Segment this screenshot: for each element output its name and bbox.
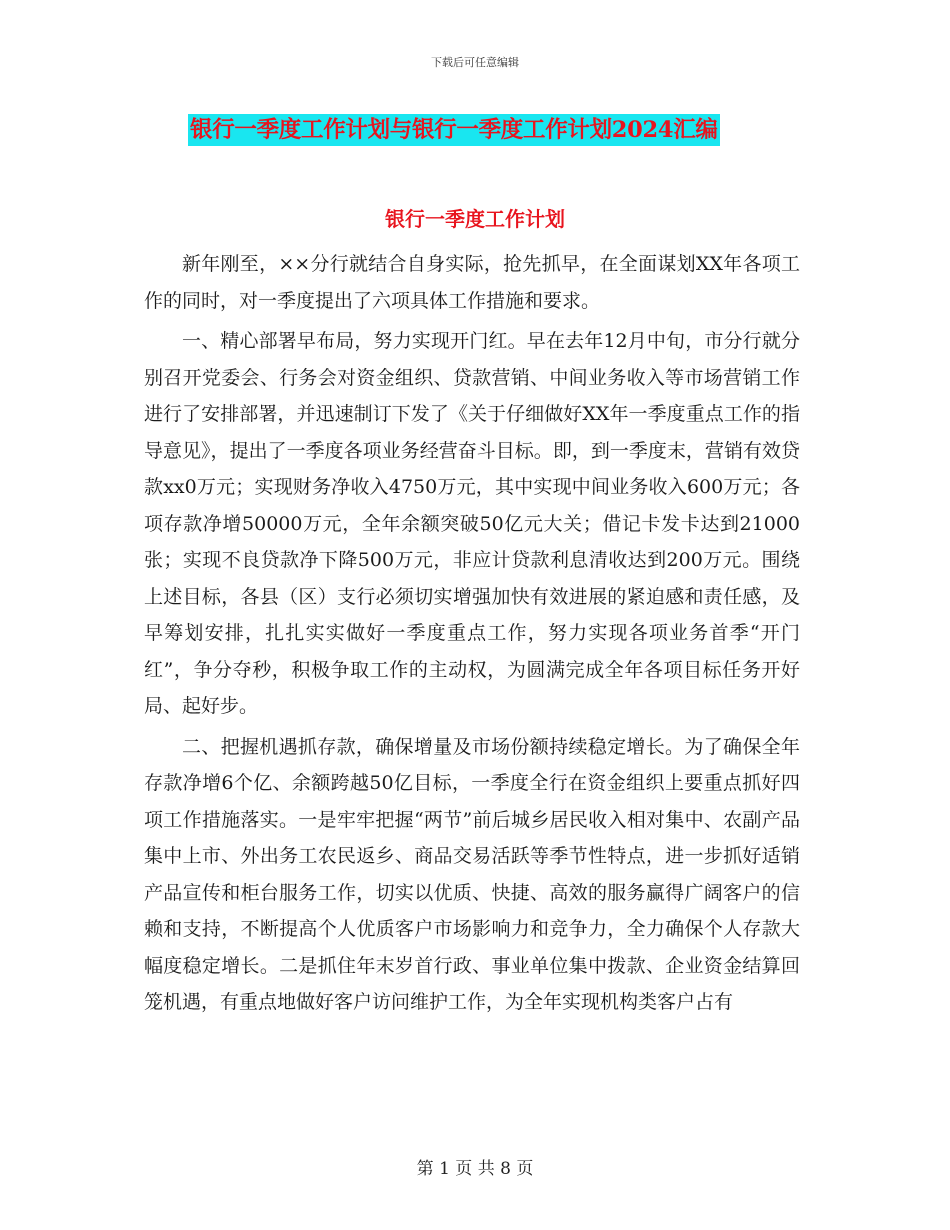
paragraph: 一、精心部署早布局，努力实现开门红。早在去年12月中旬，市分行就分别召开党委会、行务会对资金组织、贷款营销、中间业务收入等市场营销工作进行了安排部署，并迅速制订下发了《关于仔细做好XX年一季度重点工作的指导意见》，提出了一季度各项业务经营奋斗目标。即，到一季度末，营销有效贷款xx0万元；实现财务净收入4750万元，其中实现中间业务收入600万元；各项存款净增50000万元，全年余额突破50亿元大关；借记卡发卡达到21000张；实现不良贷款净下降500万元，非应计贷款利息清收达到200万元。围绕上述目标，各县（区）支行必须切实增强加快有效进展的紧迫感和责任感，及早筹划安排，扎扎实实做好一季度重点工作，努力实现各项业务首季“开门红”，争分夺秒，积极争取工作的主动权，为圆满完成全年各项目标任务开好局、起好步。	[144, 330, 800, 717]
document-body	[144, 246, 800, 1025]
page-header-note: 下载后可任意编辑	[431, 56, 519, 69]
main-title: 银行一季度工作计划与银行一季度工作计划2024汇编	[188, 114, 720, 146]
paragraph: 新年刚至，××分行就结合自身实际，抢先抓早，在全面谋划XX年各项工作的同时，对一季度提出了六项具体工作措施和要求。	[144, 253, 800, 312]
main-title-container	[188, 114, 720, 146]
section-title: 银行一季度工作计划	[385, 207, 565, 231]
page-number-footer: 第 1 页 共 8 页	[416, 1159, 534, 1179]
paragraph: 二、把握机遇抓存款，确保增量及市场份额持续稳定增长。为了确保全年存款净增6个亿、余额跨越50亿目标，一季度全行在资金组织上要重点抓好四项工作措施落实。一是牢牢把握“两节”前后城乡居民收入相对集中、农副产品集中上市、外出务工农民返乡、商品交易活跃等季节性特点，进一步抓好适销产品宣传和柜台服务工作，切实以优质、快捷、高效的服务赢得广阔客户的信赖和支持，不断提高个人优质客户市场影响力和竞争力，全力确保个人存款大幅度稳定增长。二是抓住年末岁首行政、事业单位集中拨款、企业资金结算回笼机遇，有重点地做好客户访问维护工作，为全年实现机构类客户占有	[144, 735, 800, 1013]
